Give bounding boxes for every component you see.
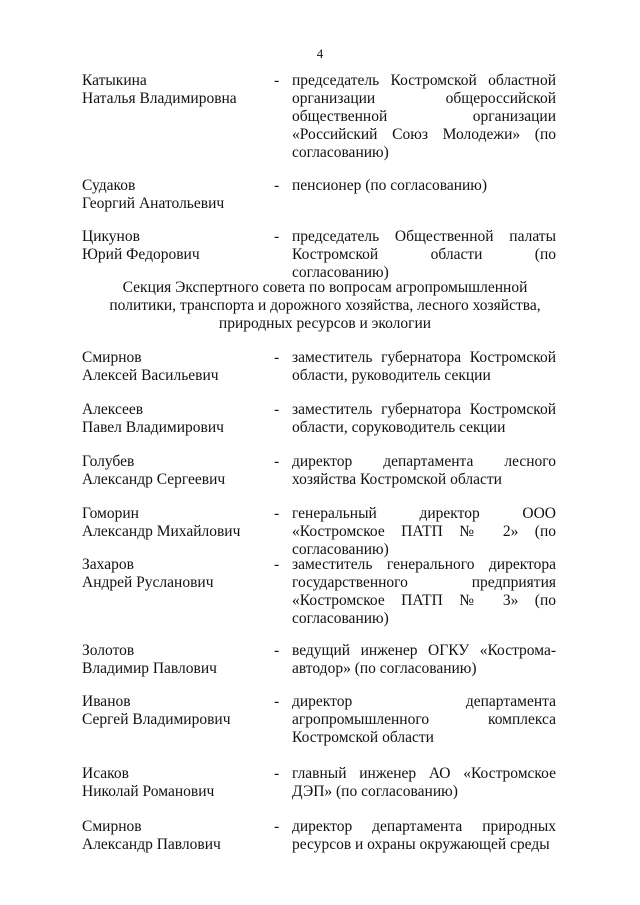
separator-dash: - — [274, 228, 280, 245]
member-role: директор департамента природных ресурсов и охраны окружающей среды — [292, 818, 556, 853]
member-name: Гоморин Александр Михайлович — [82, 505, 241, 540]
member-name: Иванов Сергей Владимирович — [82, 693, 231, 728]
separator-dash: - — [274, 818, 280, 835]
separator-dash: - — [274, 693, 280, 710]
member-name: Смирнов Александр Павлович — [82, 818, 221, 853]
member-role: заместитель губернатора Костромской области, соруководитель секции — [292, 401, 556, 436]
section-title: Секция Экспертного совета по вопросам агропромышленной политики, транспорта и дорожного хозяйства, лесного хозяйства, природных ресурсов и экологии — [109, 279, 541, 332]
separator-dash: - — [274, 177, 280, 194]
member-name: Голубев Александр Сергеевич — [82, 453, 226, 488]
member-role: заместитель генерального директора государственного предприятия «Костромское ПАТП № 3» (по согласованию) — [292, 556, 556, 627]
member-role: главный инженер АО «Костромское ДЭП» (по согласованию) — [292, 765, 556, 800]
member-name: Цикунов Юрий Федорович — [82, 228, 200, 263]
member-name: Смирнов Алексей Васильевич — [82, 349, 219, 384]
member-role: председатель Костромской областной организации общероссийской общественной организации «Российский Союз Молодежи» (по согласованию) — [292, 72, 556, 161]
member-role: председатель Общественной палаты Костромской области (по согласованию) — [292, 228, 556, 281]
member-role: пенсионер (по согласованию) — [292, 177, 488, 194]
member-name: Катыкина Наталья Владимировна — [82, 72, 237, 107]
member-name: Судаков Георгий Анатольевич — [82, 177, 225, 212]
separator-dash: - — [274, 642, 280, 659]
member-name: Алексеев Павел Владимирович — [82, 401, 224, 436]
page-number: 4 — [316, 46, 324, 61]
member-role: генеральный директор ООО «Костромское ПАТП № 2» (по согласованию) — [292, 505, 556, 558]
separator-dash: - — [274, 72, 280, 89]
member-name: Захаров Андрей Русланович — [82, 556, 214, 591]
separator-dash: - — [274, 401, 280, 418]
member-role: директор департамента лесного хозяйства Костромской области — [292, 453, 556, 488]
member-role: заместитель губернатора Костромской области, руководитель секции — [292, 349, 556, 384]
separator-dash: - — [274, 556, 280, 573]
separator-dash: - — [274, 765, 280, 782]
separator-dash: - — [274, 505, 280, 522]
separator-dash: - — [274, 349, 280, 366]
separator-dash: - — [274, 453, 280, 470]
member-name: Золотов Владимир Павлович — [82, 642, 217, 677]
member-role: директор департамента агропромышленного комплекса Костромской области — [292, 693, 556, 746]
member-role: ведущий инженер ОГКУ «Кострома-автодор» (по согласованию) — [292, 642, 556, 677]
member-name: Исаков Николай Романович — [82, 765, 215, 800]
